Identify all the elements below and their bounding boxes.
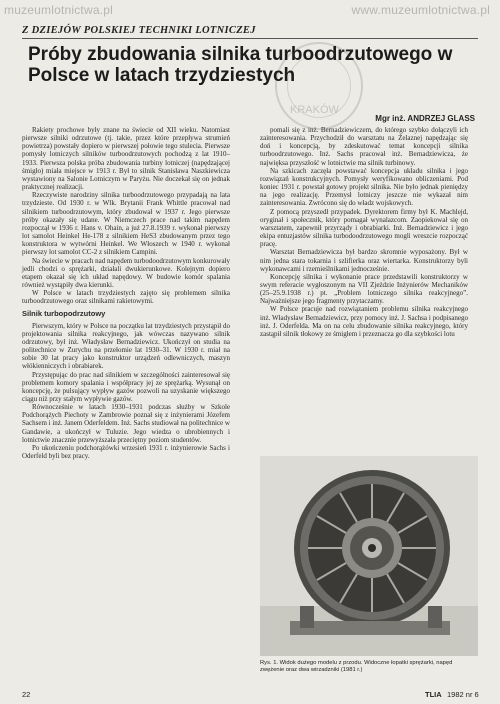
article-author: Mgr inż. ANDRZEJ GLASS (375, 114, 475, 123)
paragraph: Rzeczywiste narodziny silnika turboodrzutowego przypadają na lata trzydzieste. Od 1930 r. w Wlk. Brytanii Frank Whittle pracował nad silnikiem turboodrzutowym, który zbudował w 1937 r. Jego pierwsze próby okazały się udane. W Niemczech prace nad takim napędem rozpoczął w 1936 r. Hans v. Ohain, a już 27.8.1939 r. wykonał pierwszy lot samolot Heinkel He-178 z silnikiem HeS3 zbudowanym przez tego konstruktora w wytwórni Heinkel. We Włoszech w 1940 r. wykonał pierwszy lot samolot CC-2 z silnikiem Campini. (22, 191, 230, 257)
paragraph: Koncepcję silnika i wykonanie prace przedstawili konstruktorzy w swym referacie wygłoszonym na VII Zjeździe Inżynierów Mechaników (25–25.9.1938 r.) pt. „Problem lotniczego silnika reakcyjnego”. Najważniejsze jego fragmenty przytaczamy. (260, 272, 468, 306)
paragraph: W Polsce pracuje nad rozwiązaniem problemu silnika reakcyjnego inż. Władysław Bernadziewicz, przy pomocy inż. J. Sachsa i podpisanego inż. J. Oderfelda. Ma on na celu zbudowanie silnika reakcyjnego, który zastąpił silnik tłokowy ze śmigłem i przeznacza go dla szybkości lotu (260, 305, 468, 338)
paragraph: Przystępując do prac nad silnikiem w szczególności zainteresował się problemem komory spalania i współpracy jej ze sprężarką. Wysunął on koncepcję, że pulsujący wypływ gazów pozwoli na uzyskanie większego ciągu niż przy stałym wypływie gazów. (22, 370, 230, 403)
section-heading: Z DZIEJÓW POLSKIEJ TECHNIKI LOTNICZEJ (22, 25, 256, 36)
paragraph: Na świecie w pracach nad napędem turbodoodrzutowym konkurowały jedli chodzi o sprężarki, działali dwukierunkowe. Kolejnym dopiero etapem okazał się ich układ napędowy. W budowie komór spalania również wystąpiły dwa kierunki. (22, 256, 230, 289)
article-title: Próby zbudowania silnika turboodrzutowego w Polsce w latach trzydziestych (28, 44, 453, 86)
paragraph: Równocześnie w latach 1930–1931 podczas służby w Szkole Podchorążych Piechoty w Zambrowie poznał się z inżynierami Józefem Sachsem i inż. Janem Oderfeldem. Inż. Sachs studiował na politechnice w Gandawie, a ukończył w Tuluzie. Jego wiedza o ubrobiennych i lotnictwie znacznie przewyższała przeciętny poziom studentów. (22, 403, 230, 444)
section-rule (22, 38, 478, 39)
seal-text: KRAKÓW (290, 104, 339, 116)
figure-caption: Rys. 1. Widok dużego modelu z przodu. Widoczne łopatki sprężarki, napęd zwężenie oraz dwa wirzadzniki (1981 r.) (260, 660, 453, 673)
page-number: 22 (22, 690, 31, 699)
paragraph: Rakiety prochowe były znane na świecie od XII wieku. Natomiast pierwsze silniki odrzutowe (tj. takie, przez które przepływa strumień powietrza) powstały dopiero w pierwszej połowie tego stulecia. Pierwsze pomysły lotniczych silników turboodrzutowych pochodzą z lat 1910–1933. Pierwsza polska próba zbudowania turbiny lotniczej (napędzającej śmigło) miała miejsce w 1913 r. Był to silnik Stanisława Naszkiewicza wystawiony na Salonie Lotniczym w Paryżu. Nie doczekał się on jednak praktycznej realizacji. (22, 126, 230, 192)
paragraph: Warsztat Bernadziewicza był bardzo skromnie wyposażony. Był w nim jedna stara tokarnia i szlifierka oraz wiertarka. Konstruktorzy byli wykonawcami i rzemieślnikami jednocześnie. (260, 248, 468, 273)
journal-issue: 1982 nr 6 (447, 690, 479, 699)
subheading: Silnik turbopodrzutowy (22, 309, 106, 319)
engine-photo (260, 456, 478, 656)
paragraph: pomali się z inż. Bernadziewiczem, do którego szybko dołączyli ich zainteresowania. Przychodził do warsztatu na Żelaznej napędzając się doń i koncepcją, by zdeskutować temat koncepcji silnika turboodrzutowego. Inż. Sachs pracował inż. Bernadziewicza, że najwięksa przyszłość w lotnictwie ma silnik turbinowy. (260, 126, 468, 167)
watermark-left: muzeumlotnictwa.pl (4, 3, 113, 17)
paragraph: Po ukończeniu podchorążówki wrzesień 1931 r. inżynierowie Sachs i Oderfeld byli bez pracy. (22, 443, 230, 461)
paragraph: Na szkicach zaczęła powstawać koncepcja układu silnika i jego rozwiązań konstrukcyjnych. Pomysły weryfikowano obliczeniami. Pod koniec 1931 r. powstał gotowy projekt silnika. Nie było jednak pieniędzy na jego realizację. Przemysł lotniczy jeszcze nie wykazał nim zainteresowania. Zwrócono się do władz wojskowych. (260, 166, 468, 208)
right-column (260, 126, 468, 338)
paragraph: Z pomocą przyszedł przypadek. Dyrektorem firmy był K. Machlejd, oryginał i społecznik, który pomagał wynalazcom. Zaopiekował się on warsztatem, zapewnił przyrządy i obrabiarki. Inż. Bernadziewicz i jego ekipa entuzjastów silnika turbodoodrzutowego mogli wreszcie rozpocząć pracę. (260, 207, 468, 249)
paragraph: Pierwszym, który w Polsce na początku lat trzydziestych przystąpił do projektowania silnika reakcyjnego, jak wówczas nazywano silnik odrzutowy, był inż. Władysław Bernadziewicz. Ukończył on studia na politechnice w Zurychu na przełomie lat 1930–31. W 1930 r. miał na sobie 30 lat pracy jako konstruktor urządzeń odlewniczych, maszyn włókienniczych i obrabiarek. (22, 321, 230, 371)
watermark-right: www.muzeumlotnictwa.pl (351, 3, 490, 17)
journal-name: TLIA (425, 690, 442, 699)
left-column (22, 126, 230, 460)
paragraph: W Polsce w latach trzydziestych zajęto się problemem silnika turboodrzutowego oraz silnikami rakietowymi. (22, 289, 230, 306)
